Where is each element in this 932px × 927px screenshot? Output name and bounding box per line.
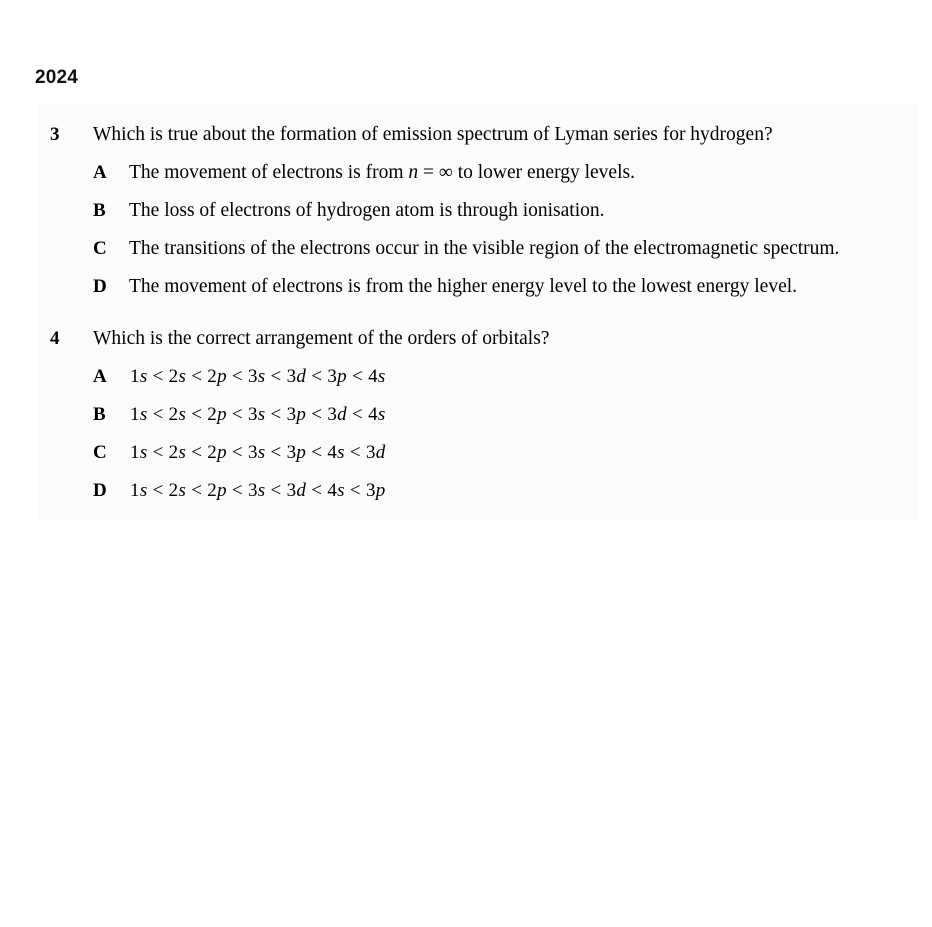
- option-letter-c: C: [93, 442, 107, 463]
- option-letter-b: B: [93, 200, 106, 221]
- option-row-c[interactable]: [0, 440, 932, 478]
- option-letter-b: B: [93, 404, 106, 425]
- question-stem-row: [0, 122, 932, 160]
- year-label: 2024: [35, 67, 79, 88]
- option-row-d[interactable]: [0, 478, 932, 516]
- option-letter-d: D: [93, 480, 107, 501]
- question-block-3: [0, 122, 932, 312]
- option-letter-d: D: [93, 276, 107, 297]
- option-row-a[interactable]: [0, 364, 932, 402]
- option-letter-c: C: [93, 238, 107, 259]
- option-text-b: The loss of electrons of hydrogen atom is through ionisation.: [129, 200, 605, 221]
- option-text-c: The transitions of the electrons occur in the visible region of the electromagnetic spectrum.: [129, 238, 840, 259]
- option-letter-a: A: [93, 366, 107, 387]
- question-number: 3: [50, 124, 60, 145]
- option-text-b: 1s < 2s < 2p < 3s < 3p < 3d < 4s: [130, 404, 386, 425]
- question-number: 4: [50, 328, 60, 349]
- question-text: Which is true about the formation of emission spectrum of Lyman series for hydrogen?: [93, 124, 773, 145]
- option-text-d: The movement of electrons is from the higher energy level to the lowest energy level.: [129, 276, 798, 297]
- option-row-a[interactable]: [0, 160, 932, 198]
- option-text-d: 1s < 2s < 2p < 3s < 3d < 4s < 3p: [130, 480, 386, 501]
- option-text-a: The movement of electrons is from n = ∞ to lower energy levels.: [129, 162, 635, 183]
- option-row-c[interactable]: [0, 236, 932, 274]
- option-text-c: 1s < 2s < 2p < 3s < 3p < 4s < 3d: [130, 442, 386, 463]
- option-row-b[interactable]: [0, 198, 932, 236]
- question-text: Which is the correct arrangement of the orders of orbitals?: [93, 328, 550, 349]
- option-row-d[interactable]: [0, 274, 932, 312]
- option-row-b[interactable]: [0, 402, 932, 440]
- option-text-a: 1s < 2s < 2p < 3s < 3d < 3p < 4s: [130, 366, 386, 387]
- question-block-4: [0, 326, 932, 516]
- option-letter-a: A: [93, 162, 107, 183]
- question-stem-row: [0, 326, 932, 364]
